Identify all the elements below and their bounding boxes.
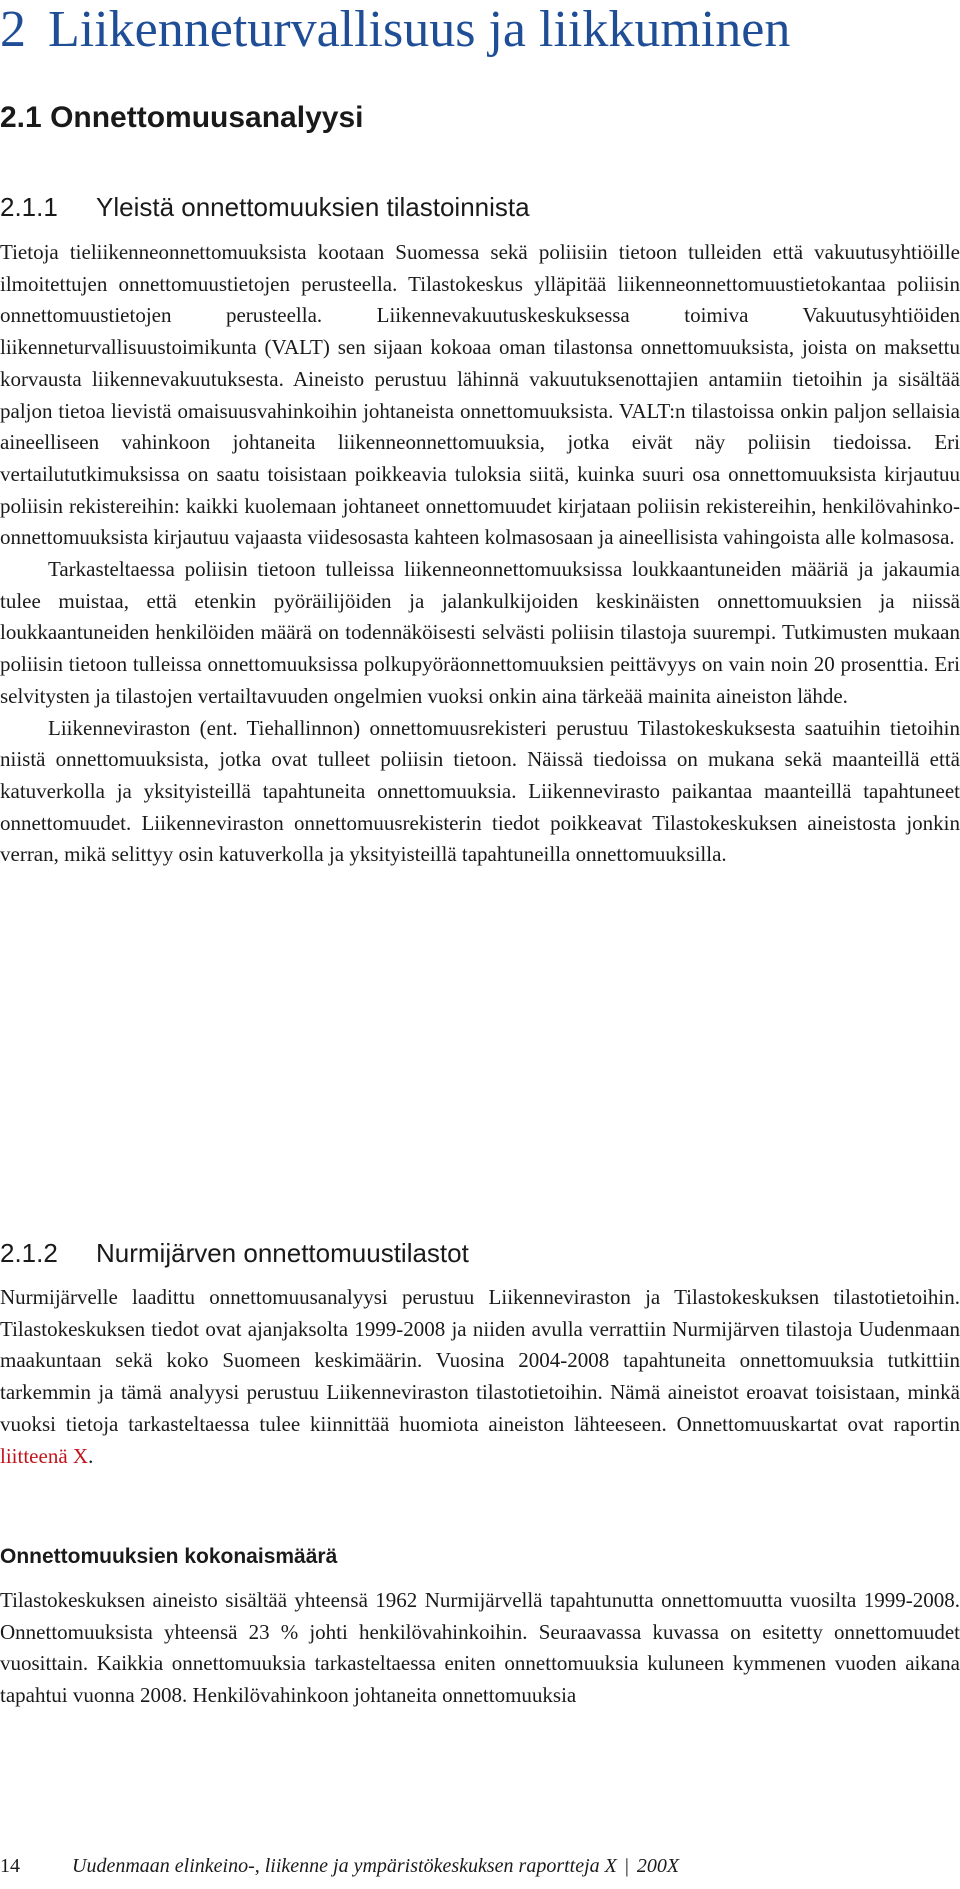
section-title: Onnettomuusanalyysi (50, 101, 364, 134)
subsection-number-2: 2.1.2 (0, 1238, 58, 1268)
paragraph (0, 1282, 960, 1472)
subsection-title-2: Nurmijärven onnettomuustilastot (96, 1238, 469, 1268)
subsection-2-body (0, 1282, 960, 1472)
subsection-number-1: 2.1.1 (0, 192, 58, 222)
footer-text (72, 1851, 679, 1881)
paragraph: Tarkasteltaessa poliisin tietoon tulleissa liikenneonnettomuuksissa loukkaantuneiden määriä ja jakaumia tulee muistaa, että etenkin pyöräilijöiden ja jalankulkijoiden keskinäisten onnettomuuksien ja niissä loukkaantuneiden henkilöiden määrä on todennäköisesti selvästi poliisin tilastoja suurempi. Tutkimusten mukaan poliisin tietoon tulleissa onnettomuuksissa polkupyöräonnettomuuksien peittävyys on vain noin 20 prosenttia. Eri selvitysten ja tilastojen vertailtavuuden ongelmien vuoksi onkin aina tärkeää mainita aineiston lähde. (0, 557, 960, 708)
subsection-heading-1 (0, 189, 530, 225)
chapter-heading (0, 0, 790, 60)
footer-separator: | (624, 1855, 629, 1877)
paragraph: Liikenneviraston (ent. Tiehallinnon) onnettomuusrekisteri perustuu Tilastokeskuksesta saatuihin tietoihin niistä onnettomuuksista, jotka ovat tulleet poliisin tietoon. Näissä tiedoissa on mukana sekä maanteillä että katuverkolla ja yksityisteillä tapahtuneita onnettomuuksia. Liikennevirasto paikantaa maanteillä tapahtuneet onnettomuudet. Liikenneviraston onnettomuusrekisterin tiedot poikkeavat Tilastokeskuksen aineistosta jonkin verran, mikä selittyy osin katuverkolla ja yksityisteillä tapahtuneilla onnettomuuksilla. (0, 715, 960, 867)
paragraph-end: . (88, 1443, 94, 1468)
footer-year: 200X (636, 1855, 680, 1877)
chapter-number: 2 (0, 1, 26, 58)
page-footer (0, 1851, 960, 1881)
footer-report-title: Uudenmaan elinkeino-, liikenne ja ympäristökeskuksen raportteja X (72, 1855, 617, 1877)
subheading-body (0, 1585, 960, 1712)
section-number: 2.1 (0, 101, 42, 134)
paragraph-text: Nurmijärvelle laadittu onnettomuusanalyysi perustuu Liikenneviraston ja Tilastokeskuksen tilastotietoihin. Tilastokeskuksen tiedot ovat ajanjaksolta 1999-2008 ja niiden avulla verrattiin Nurmijärven tilastoja Uudenmaan maakuntaan sekä koko Suomeen keskimäärin. Vuosina 2004-2008 tapahtuneita onnettomuuksia tutkittiin tarkemmin ja tämä analyysi perustuu Liikenneviraston tilastotietoihin. Nämä aineistot eroavat toisistaan, minkä vuoksi tietoja tarkasteltaessa tulee kiinnittää huomiota aineiston lähteeseen. Onnettomuuskartat ovat raportin (0, 1285, 960, 1436)
chapter-title: Liikenneturvallisuus ja liikkuminen (48, 1, 791, 58)
subsection-1-body (0, 237, 960, 871)
paragraph: Tilastokeskuksen aineisto sisältää yhteensä 1962 Nurmijärvellä tapahtunutta onnettomuutta vuosilta 1999-2008. Onnettomuuksista yhteensä 23 % johti henkilövahinkoihin. Seuraavassa kuvassa on esitetty onnettomuudet vuosittain. Kaikkia onnettomuuksia tarkasteltaessa eniten onnettomuuksia kuluneen kymmenen vuoden aikana tapahtui vuonna 2008. Henkilövahinkoon johtaneita onnettomuuksia (0, 1588, 960, 1708)
paragraph: Tietoja tieliikenneonnettomuuksista kootaan Suomessa sekä poliisiin tietoon tulleiden että vakuutusyhtiöille ilmoitettujen onnettomuustietojen perusteella. Tilastokeskus ylläpitää liikenneonnettomuustietokantaa poliisin onnettomuustietojen perusteella. Liikennevakuutuskeskuksessa toimiva Vakuutusyhtiöiden liikenneturvallisuustoimikunta (VALT) sen sijaan kokoaa oman tilastonsa onnettomuuksista, joista on maksettu korvausta liikennevakuutuksesta. Aineisto perustuu lähinnä vakuutuksenottajien antamiin tietoihin ja sisältää paljon tietoa lievistä omaisuusvahinkoihin johtaneista onnettomuuksista. VALT:n tilastoissa onkin paljon sellaisia aineelliseen vahinkoon johtaneita liikenneonnettomuuksia, jotka eivät näy poliisin tiedoissa. Eri vertailututkimuksissa on saatu toisistaan poikkeavia tuloksia siitä, kuinka suuri osa onnettomuuksista kirjautuu poliisin rekistereihin: kaikki kuolemaan johtaneet onnettomuudet kirjataan poliisin rekistereihin, henkilövahinko-onnettomuuksista kirjautuu vajaasta viidesosasta kahteen kolmasosaan ja aineellisista vahingoista alle kolmasosa. (0, 240, 960, 550)
subheading: Onnettomuuksien kokonaismäärä (0, 1545, 338, 1568)
page-number: 14 (0, 1855, 20, 1877)
subsection-title-1: Yleistä onnettomuuksien tilastoinnista (96, 192, 530, 222)
subsection-heading-2 (0, 1235, 469, 1271)
section-heading (0, 98, 363, 138)
appendix-link[interactable]: liitteenä X (0, 1443, 89, 1468)
